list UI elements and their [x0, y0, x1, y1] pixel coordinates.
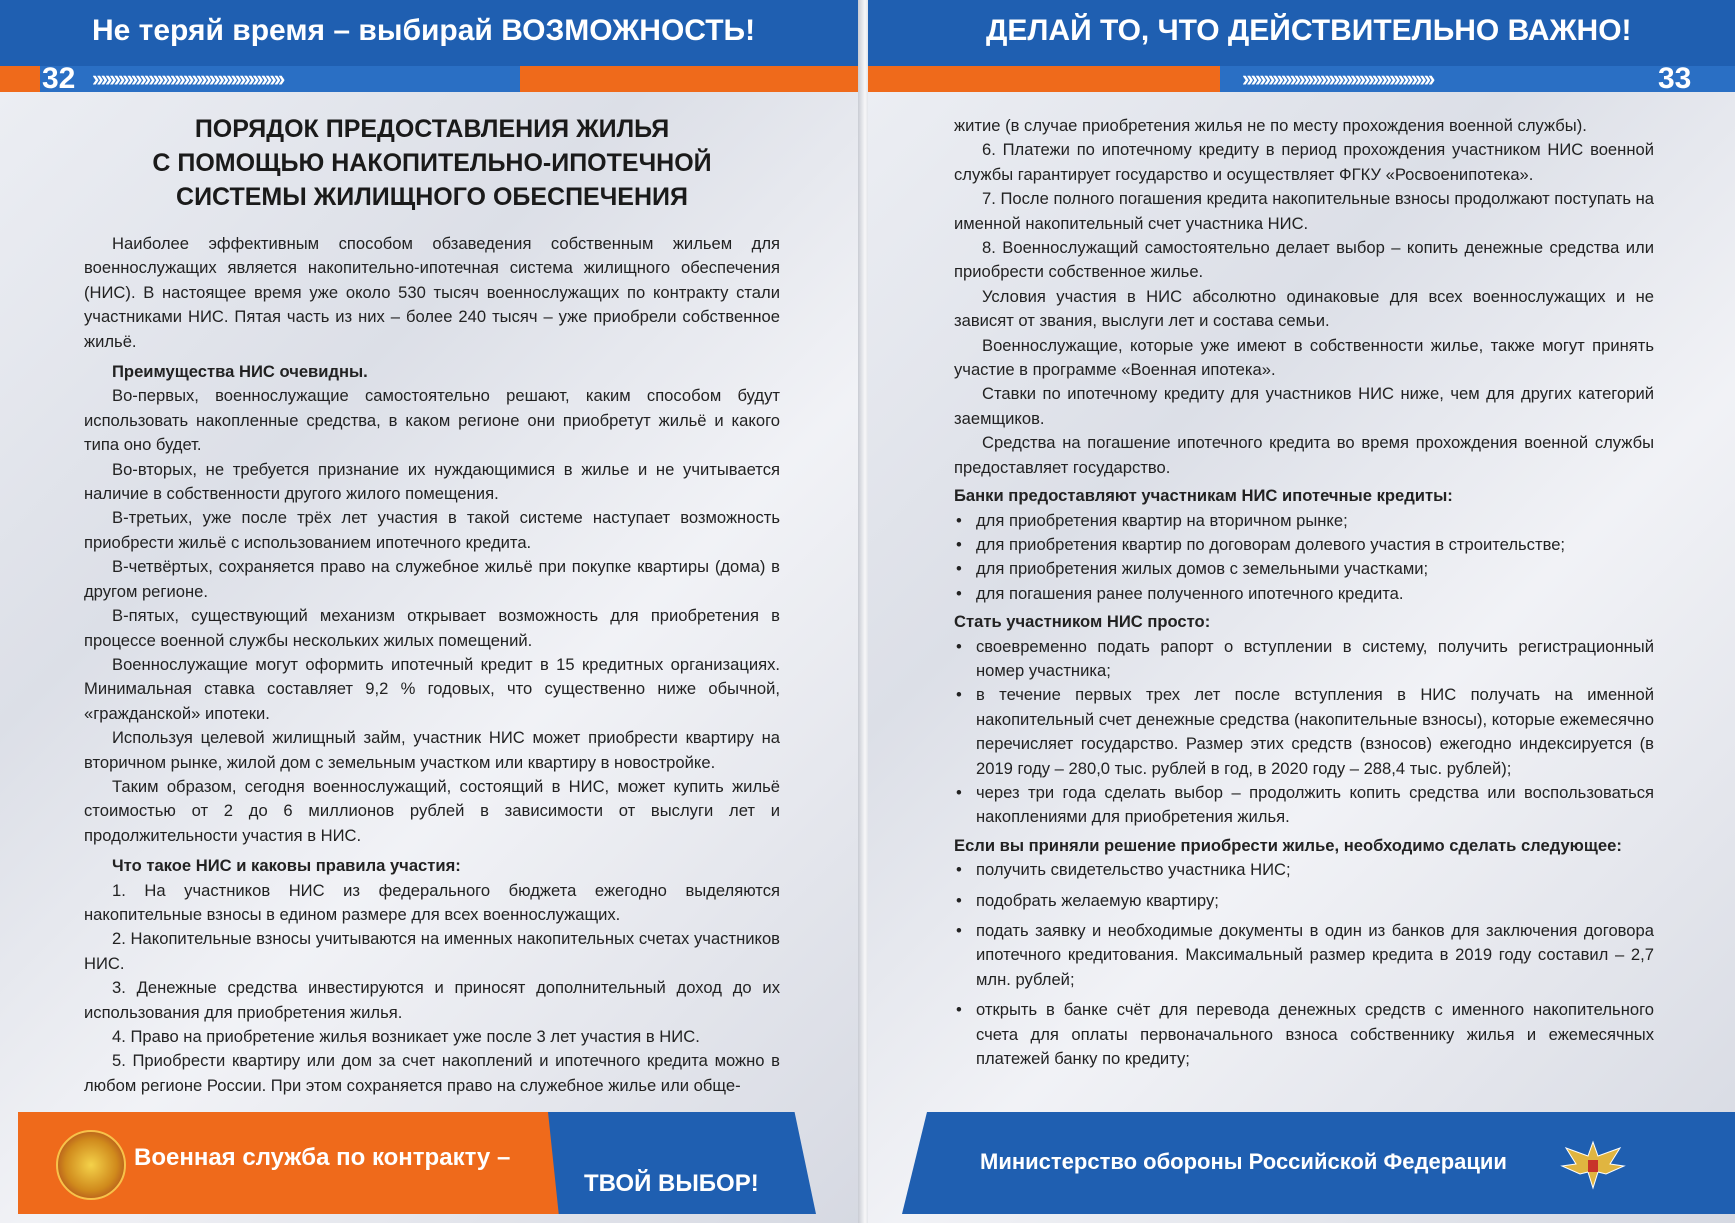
paragraph: Средства на погашение ипотечного кредита во время прохождения военной службы предоставляет государство.	[954, 433, 1654, 477]
join-list	[954, 635, 1654, 830]
banks-heading: Банки предоставляют участникам НИС ипотечные кредиты:	[954, 486, 1453, 506]
join-heading: Стать участником НИС просто:	[954, 612, 1211, 632]
rule-item: 2. Накопительные взносы учитываются на именных накопительных счетах участников НИС.	[84, 929, 780, 973]
paragraph: 8. Военнослужащий самостоятельно делает выбор – копить денежные средства или приобрести собственное жилье.	[954, 238, 1654, 282]
list-item: • подобрать желаемую квартиру;	[954, 889, 1654, 913]
footer-banner	[868, 1112, 1735, 1214]
decision-list	[954, 858, 1654, 1071]
paragraph: Военнослужащие могут оформить ипотечный кредит в 15 кредитных организациях. Минимальная ставка составляет 9,2 % годовых, что существенно ниже обычной, «гражданской» ипотеки.	[84, 654, 780, 723]
header-stripe	[868, 66, 1735, 92]
left-content	[84, 112, 780, 1098]
paragraph: Ставки по ипотечному кредиту для участников НИС ниже, чем для других категорий заемщиков.	[954, 384, 1654, 428]
paragraph: 6. Платежи по ипотечному кредиту в период прохождения участником НИС военной службы гарантирует государство и осуществляет ФГКУ «Росвоенипотека».	[954, 140, 1654, 184]
list-item: • для приобретения квартир по договорам долевого участия в строительстве;	[954, 533, 1654, 557]
paragraph: Используя целевой жилищный займ, участник НИС может приобрести квартиру на вторичном рынке, жилой дом с земельным участком или квартиру в новостройке.	[84, 728, 780, 772]
page-title: ПОРЯДОК ПРЕДОСТАВЛЕНИЯ ЖИЛЬЯ С ПОМОЩЬЮ НАКОПИТЕЛЬНО-ИПОТЕЧНОЙ СИСТЕМЫ ЖИЛИЩНОГО ОБЕСПЕЧЕНИЯ	[152, 115, 712, 211]
paragraph: житие (в случае приобретения жилья не по месту прохождения военной службы).	[954, 116, 1587, 135]
list-item: • получить свидетельство участника НИС;	[954, 858, 1654, 882]
paragraph: Таким образом, сегодня военнослужащий, состоящий в НИС, может купить жильё стоимостью от 2 до 6 миллионов рублей в зависимости от выслуги лет и продолжительности участия в НИС.	[84, 776, 780, 845]
list-item: • в течение первых трех лет после вступления в НИС получать на именной накопительный счет денежные средства (накопительные взносы), которые ежемесячно перечисляет государство. Размер этих средств (взносов) ежегодно индексируется (в 2019 году – 280,0 тыс. рублей в год, в 2020 году – 288,4 тыс. рублей);	[954, 683, 1654, 781]
list-item: • для приобретения жилых домов с земельными участками;	[954, 557, 1654, 581]
left-page	[0, 0, 862, 1223]
chevron-pattern-icon: ››››››››››››››››››››››››››››››››››››››››››››	[92, 66, 283, 91]
paragraph: В-пятых, существующий механизм открывает возможность для приобретения в процессе военной службы нескольких жилых помещений.	[84, 606, 780, 650]
right-content	[954, 114, 1654, 1077]
list-item: • своевременно подать рапорт о вступлении в систему, получить регистрационный номер участника;	[954, 635, 1654, 684]
rule-item: 1. На участников НИС из федерального бюджета ежегодно выделяются накопительные взносы в едином размере для всех военнослужащих.	[84, 880, 780, 924]
list-item: • для приобретения квартир на вторичном рынке;	[954, 509, 1654, 533]
intro-paragraph: Наиболее эффективным способом обзаведения собственным жильем для военнослужащих является накопительно-ипотечная система жилищного обеспечения (НИС). В настоящее время уже около 530 тысяч военнослужащих по контракту стали участниками НИС. Пятая часть из них – более 240 тысяч – уже приобрели собственное жильё.	[84, 234, 780, 351]
list-item: • подать заявку и необходимые документы в один из банков для заключения договора ипотечного кредитования. Максимальный размер кредита в 2019 году составил – 2,7 млн. рублей;	[954, 919, 1654, 992]
footer-ministry-name: Министерство обороны Российской Федерации	[980, 1149, 1507, 1174]
paragraph: Военнослужащие, которые уже имеют в собственности жилье, также могут принять участие в программе «Военная ипотека».	[954, 335, 1654, 380]
paragraph: В-четвёртых, сохраняется право на служебное жильё при покупке квартиры (дома) в другом регионе.	[84, 557, 780, 601]
right-page	[868, 0, 1735, 1223]
footer-slogan-accent: ТВОЙ ВЫБОР!	[584, 1170, 759, 1197]
page-number: 32	[42, 62, 76, 95]
rule-item: 3. Денежные средства инвестируются и приносят дополнительный доход до их использования для приобретения жилья.	[84, 978, 780, 1022]
paragraph: Условия участия в НИС абсолютно одинаковые для всех военнослужащих и не зависят от звания, выслуги лет и состава семьи.	[954, 286, 1654, 331]
list-item: • для погашения ранее полученного ипотечного кредита.	[954, 582, 1654, 606]
rule-item: 5. Приобрести квартиру или дом за счет накоплений и ипотечного кредита можно в любом регионе России. При этом сохраняется право на служебное жилье или обще-	[84, 1051, 780, 1095]
advantages-heading: Преимущества НИС очевидны.	[112, 362, 368, 382]
paragraph: Во-первых, военнослужащие самостоятельно решают, каким способом будут использовать накопленные средства, в каком регионе они приобретут жильё и какого типа оно будет.	[84, 386, 780, 455]
paragraph: Во-вторых, не требуется признание их нуждающимися в жилье и не учитывается наличие в собственности другого жилого помещения.	[84, 459, 780, 504]
emblem-icon	[56, 1130, 126, 1200]
header-bar	[0, 0, 862, 68]
header-bar	[868, 0, 1735, 68]
page-number: 33	[1658, 62, 1692, 95]
paragraph: В-третьих, уже после трёх лет участия в такой системе наступает возможность приобрести жильё с использованием ипотечного кредита.	[84, 508, 780, 552]
footer-slogan: Военная служба по контракту –	[134, 1144, 511, 1171]
rule-item: 4. Право на приобретение жилья возникает уже после 3 лет участия в НИС.	[112, 1027, 700, 1046]
list-item: • открыть в банке счёт для перевода денежных средств с именного накопительного счета для оплаты первоначального взноса собственнику жилья и ежемесячных платежей банку по кредиту;	[954, 998, 1654, 1071]
list-item: • через три года сделать выбор – продолжить копить средства или воспользоваться накоплениями для приобретения жилья.	[954, 781, 1654, 830]
rules-heading: Что такое НИС и каковы правила участия:	[112, 856, 461, 876]
chevron-pattern-icon: ››››››››››››››››››››››››››››››››››››››››››››	[1242, 66, 1433, 91]
header-title: Не теряй время – выбирай ВОЗМОЖНОСТЬ!	[92, 14, 756, 47]
paragraph: 7. После полного погашения кредита накопительные взносы продолжают поступать на именной накопительный счет участника НИС.	[954, 189, 1654, 233]
decision-heading: Если вы приняли решение приобрести жилье, необходимо сделать следующее:	[954, 835, 1622, 855]
footer-banner	[0, 1112, 862, 1214]
banks-list	[954, 509, 1654, 607]
header-stripe	[0, 66, 862, 92]
eagle-emblem-icon	[1558, 1134, 1628, 1194]
header-title: ДЕЛАЙ ТО, ЧТО ДЕЙСТВИТЕЛЬНО ВАЖНО!	[986, 14, 1632, 47]
